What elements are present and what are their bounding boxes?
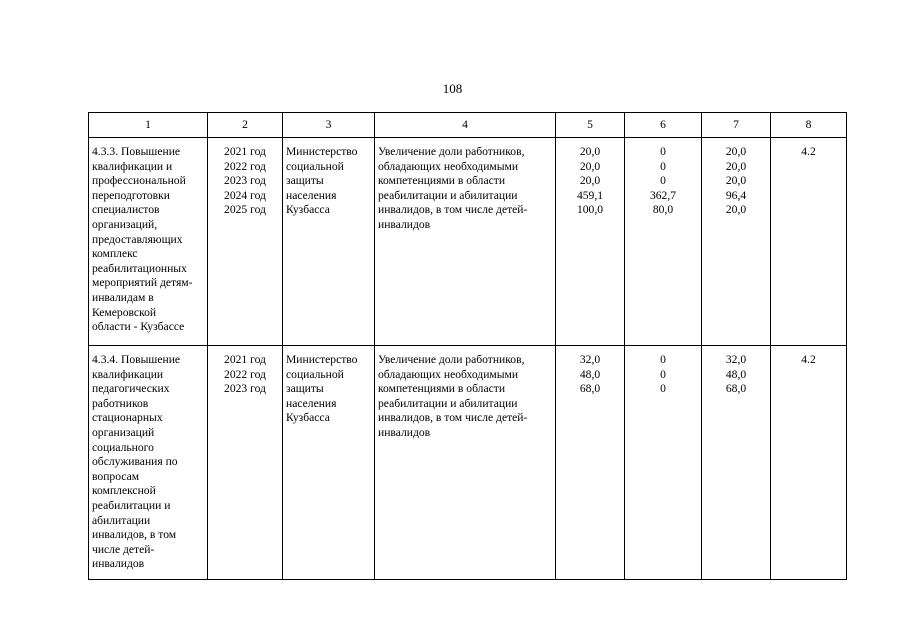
indicator-cell xyxy=(375,346,556,580)
indicator-line: обладающих необходимыми xyxy=(378,367,519,381)
value: 0 xyxy=(660,174,666,188)
value: 20,0 xyxy=(725,159,747,173)
measure-line: области - Кузбассе xyxy=(92,320,185,334)
year-value: 2024 год xyxy=(224,188,266,202)
measure-line: профессиональной xyxy=(92,174,186,188)
indicator-line: обладающих необходимыми xyxy=(378,159,519,173)
executor-cell xyxy=(283,346,375,580)
measure-line: 4.3.4. Повышение xyxy=(92,353,181,366)
measure-line: мероприятий детям- xyxy=(92,276,193,290)
year-value: 2023 год xyxy=(224,382,266,396)
value: 48,0 xyxy=(725,367,747,381)
value: 48,0 xyxy=(579,367,601,381)
measure-line: специалистов xyxy=(92,203,160,217)
column-header: 4 xyxy=(375,113,556,138)
indicator-line: компетенциями в области xyxy=(378,174,506,188)
measure-line: реабилитационных xyxy=(92,261,187,275)
indicator-line: инвалидов, в том числе детей- xyxy=(378,203,528,217)
indicator-line: Увеличение доли работников, xyxy=(378,353,525,366)
indicator-line: инвалидов xyxy=(378,217,431,231)
year-value: 2022 год xyxy=(224,159,266,173)
indicator-line: Увеличение доли работников, xyxy=(378,145,525,158)
value: 0 xyxy=(660,145,666,158)
executor-line: населения xyxy=(286,188,337,202)
executor-line: Министерство xyxy=(286,353,358,366)
value: 68,0 xyxy=(579,382,601,396)
year-value: 2025 год xyxy=(224,203,266,217)
value: 20,0 xyxy=(725,174,747,188)
measure-line: предоставляющих xyxy=(92,232,183,246)
value: 32,0 xyxy=(579,353,601,366)
measure-line: инвалидам в xyxy=(92,290,154,304)
indicator-ref-cell xyxy=(771,346,847,580)
executor-line: Кузбасса xyxy=(286,203,330,217)
measure-line: числе детей- xyxy=(92,542,155,556)
value: 20,0 xyxy=(579,174,601,188)
executor-cell xyxy=(283,138,375,346)
value: 96,4 xyxy=(725,188,747,202)
executor-line: защиты xyxy=(286,174,324,188)
measure-line: комплексной xyxy=(92,484,156,498)
year-value: 2023 год xyxy=(224,174,266,188)
executor-line: Кузбасса xyxy=(286,411,330,425)
column-header: 5 xyxy=(556,113,625,138)
measure-line: абилитации xyxy=(92,513,151,527)
value-cell-7 xyxy=(702,346,771,580)
executor-line: населения xyxy=(286,396,337,410)
years-cell xyxy=(208,346,283,580)
value: 0 xyxy=(660,367,666,381)
column-header: 3 xyxy=(283,113,375,138)
measure-line: Кемеровской xyxy=(92,305,157,319)
year-value: 2021 год xyxy=(224,145,266,158)
value: 68,0 xyxy=(725,382,747,396)
value: 20,0 xyxy=(579,159,601,173)
value-cell-6 xyxy=(625,138,702,346)
value-cell-6 xyxy=(625,346,702,580)
executor-line: социальной xyxy=(286,159,344,173)
measure-line: 4.3.3. Повышение xyxy=(92,145,181,158)
value: 32,0 xyxy=(725,353,747,366)
measure-line: инвалидов, в том xyxy=(92,528,177,542)
program-table xyxy=(88,112,847,580)
table-row xyxy=(89,346,847,580)
value: 0 xyxy=(660,382,666,396)
column-header: 1 xyxy=(89,113,208,138)
year-value: 2022 год xyxy=(224,367,266,381)
measure-line: комплекс xyxy=(92,247,138,261)
executor-line: защиты xyxy=(286,382,324,396)
value: 459,1 xyxy=(576,188,604,202)
measure-line: реабилитации и xyxy=(92,498,171,512)
measure-line: педагогических xyxy=(92,382,170,396)
page-number: 108 xyxy=(442,81,463,96)
years-cell xyxy=(208,138,283,346)
value: 0 xyxy=(660,159,666,173)
indicator-line: реабилитации и абилитации xyxy=(378,396,518,410)
measure-line: переподготовки xyxy=(92,188,170,202)
measure-line: работников xyxy=(92,396,149,410)
column-header: 2 xyxy=(208,113,283,138)
indicator-ref: 4.2 xyxy=(801,145,816,158)
column-header: 6 xyxy=(625,113,702,138)
value: 362,7 xyxy=(649,188,677,202)
value-cell-5 xyxy=(556,346,625,580)
measure-line: стационарных xyxy=(92,411,163,425)
table-row xyxy=(89,138,847,346)
executor-line: Министерство xyxy=(286,145,358,158)
header-row xyxy=(89,113,847,138)
indicator-ref-cell xyxy=(771,138,847,346)
value: 100,0 xyxy=(576,203,604,217)
value-cell-5 xyxy=(556,138,625,346)
measure-line: социального xyxy=(92,440,154,454)
indicator-cell xyxy=(375,138,556,346)
value: 80,0 xyxy=(652,203,674,217)
indicator-line: инвалидов xyxy=(378,425,431,439)
measure-cell xyxy=(89,138,208,346)
measure-line: инвалидов xyxy=(92,557,145,571)
value-cell-7 xyxy=(702,138,771,346)
indicator-line: реабилитации и абилитации xyxy=(378,188,518,202)
column-header: 7 xyxy=(702,113,771,138)
value: 20,0 xyxy=(725,145,747,158)
measure-line: квалификации и xyxy=(92,159,173,173)
year-value: 2021 год xyxy=(224,353,266,366)
measure-line: обслуживания по xyxy=(92,455,178,469)
executor-line: социальной xyxy=(286,367,344,381)
measure-line: квалификации xyxy=(92,367,164,381)
measure-line: организаций xyxy=(92,425,155,439)
value: 20,0 xyxy=(579,145,601,158)
indicator-line: инвалидов, в том числе детей- xyxy=(378,411,528,425)
measure-line: вопросам xyxy=(92,469,140,483)
indicator-ref: 4.2 xyxy=(801,353,816,366)
column-header: 8 xyxy=(771,113,847,138)
measure-line: организаций, xyxy=(92,217,158,231)
indicator-line: компетенциями в области xyxy=(378,382,506,396)
value: 20,0 xyxy=(725,203,747,217)
value: 0 xyxy=(660,353,666,366)
measure-cell xyxy=(89,346,208,580)
